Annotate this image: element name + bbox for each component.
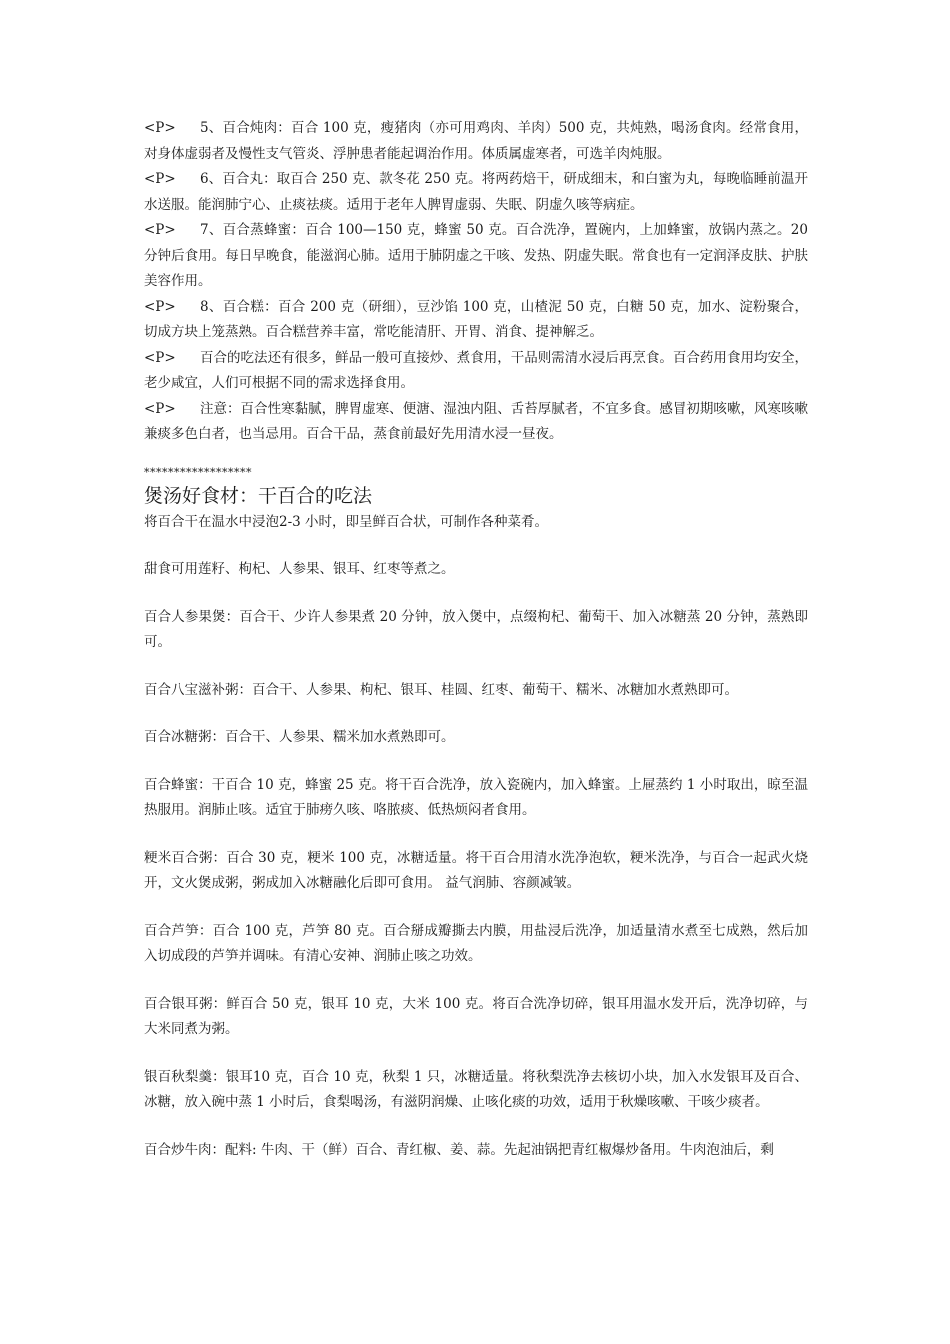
section-heading: 煲汤好食材：干百合的吃法 (144, 484, 373, 507)
tagged-paragraph (144, 295, 808, 346)
paragraph-text: 8、百合糕：百合 200 克（研细），豆沙馅 100 克，山楂泥 50 克，白糖 50 克，加水、淀粉聚合，切成方块上笼蒸熟。百合糕营养丰富，常吃能清肝、开胃、消食、提神解乏。 (144, 298, 808, 340)
p-tag: <P> (144, 400, 176, 417)
paragraph-text: 注意：百合性寒黏腻，脾胃虚寒、便溏、湿浊内阻、舌苔厚腻者，不宜多食。感冒初期咳嗽，风寒咳嗽兼痰多色白者，也当忌用。百合干品，蒸食前最好先用清水浸一昼夜。 (144, 400, 808, 442)
recipe-paragraph: 百合人参果煲：百合干、少许人参果煮 20 分钟，放入煲中，点缀枸杞、葡萄干、加入冰糖蒸 20 分钟，蒸熟即可。 (144, 608, 808, 650)
tagged-paragraph (144, 218, 808, 295)
recipe-paragraph: 百合蜂蜜：干百合 10 克，蜂蜜 25 克。将干百合洗净，放入瓷碗内，加入蜂蜜。上屉蒸约 1 小时取出，晾至温热服用。润肺止咳。适宜于肺痨久咳、咯脓痰、低热烦闷者食用。 (144, 776, 808, 818)
p-tag: <P> (144, 171, 176, 187)
recipe-paragraph: 百合八宝滋补粥：百合干、人参果、枸杞、银耳、桂圆、红枣、葡萄干、糯米、冰糖加水煮熟即可。 (144, 681, 738, 698)
p-tag: <P> (144, 120, 176, 136)
recipe-paragraph: 百合炒牛肉：配料: 牛肉、干（鲜）百合、青红椒、姜、蒜。先起油锅把青红椒爆炒备用。牛肉泡油后，剩 (144, 1141, 774, 1158)
paragraph-text: 6、百合丸：取百合 250 克、款冬花 250 克。将两药焙干，研成细末，和白蜜为丸，每晚临睡前温开水送服。能润肺宁心、止痰祛痰。适用于老年人脾胃虚弱、失眠、阴虚久咳等病症。 (144, 171, 808, 213)
document-page (144, 116, 808, 1163)
recipe-paragraph: 百合银耳粥：鲜百合 50 克，银耳 10 克，大米 100 克。将百合洗净切碎，银耳用温水发开后，洗净切碎，与大米同煮为粥。 (144, 995, 808, 1037)
paragraph-text: 百合的吃法还有很多，鲜品一般可直接炒、煮食用，干品则需清水浸后再烹食。百合药用食用均安全，老少咸宜，人们可根据不同的需求选择食用。 (144, 349, 808, 391)
p-tag: <P> (144, 298, 176, 315)
paragraph-text: 7、百合蒸蜂蜜：百合 100—150 克，蜂蜜 50 克。百合洗净，置碗内，上加蜂蜜，放锅内蒸之。20 分钟后食用。每日早晚食，能滋润心肺。适用于肺阴虚之干咳、发热、阴虚失眠。常食也有一定润泽皮肤、护肤美容作用。 (144, 222, 808, 289)
tagged-paragraph (144, 397, 808, 448)
p-tag: <P> (144, 222, 176, 238)
tagged-paragraph (144, 116, 808, 167)
p-tag: <P> (144, 349, 176, 366)
recipe-paragraph: 百合冰糖粥：百合干、人参果、糯米加水煮熟即可。 (144, 729, 455, 745)
tagged-paragraph (144, 346, 808, 397)
recipe-paragraph: 粳米百合粥：百合 30 克，粳米 100 克，冰糖适量。将干百合用清水洗净泡软，粳米洗净，与百合一起武火烧开，文火煲成粥，粥成加入冰糖融化后即可食用。 益气润肺、容颜减皱。 (144, 849, 808, 891)
recipe-paragraph: 银百秋梨羹：银耳10 克，百合 10 克，秋梨 1 只，冰糖适量。将秋梨洗净去核切小块，加入水发银耳及百合、冰糖，放入碗中蒸 1 小时后，食梨喝汤，有滋阴润燥、止咳化痰的功效，适用于秋燥咳嗽、干咳少痰者。 (144, 1068, 808, 1110)
tagged-paragraph (144, 167, 808, 218)
recipe-paragraph: 甜食可用莲籽、枸杞、人参果、银耳、红枣等煮之。 (144, 561, 455, 577)
intro-paragraph: 将百合干在温水中浸泡2-3 小时，即呈鲜百合状，可制作各种菜肴。 (144, 513, 549, 530)
recipe-paragraph: 百合芦笋：百合 100 克，芦笋 80 克。百合掰成瓣撕去内膜，用盐浸后洗净，加适量清水煮至七成熟，然后加入切成段的芦笋并调味。有清心安神、润肺止咳之功效。 (144, 922, 808, 964)
tagged-paragraphs (144, 116, 808, 448)
paragraph-text: 5、百合炖肉：百合 100 克，瘦猪肉（亦可用鸡肉、羊肉）500 克，共炖熟，喝汤食肉。经常食用，对身体虚弱者及慢性支气管炎、浮肿患者能起调治作用。体质属虚寒者，可选羊肉炖服。 (144, 120, 808, 162)
separator-line: ****************** (144, 465, 252, 479)
